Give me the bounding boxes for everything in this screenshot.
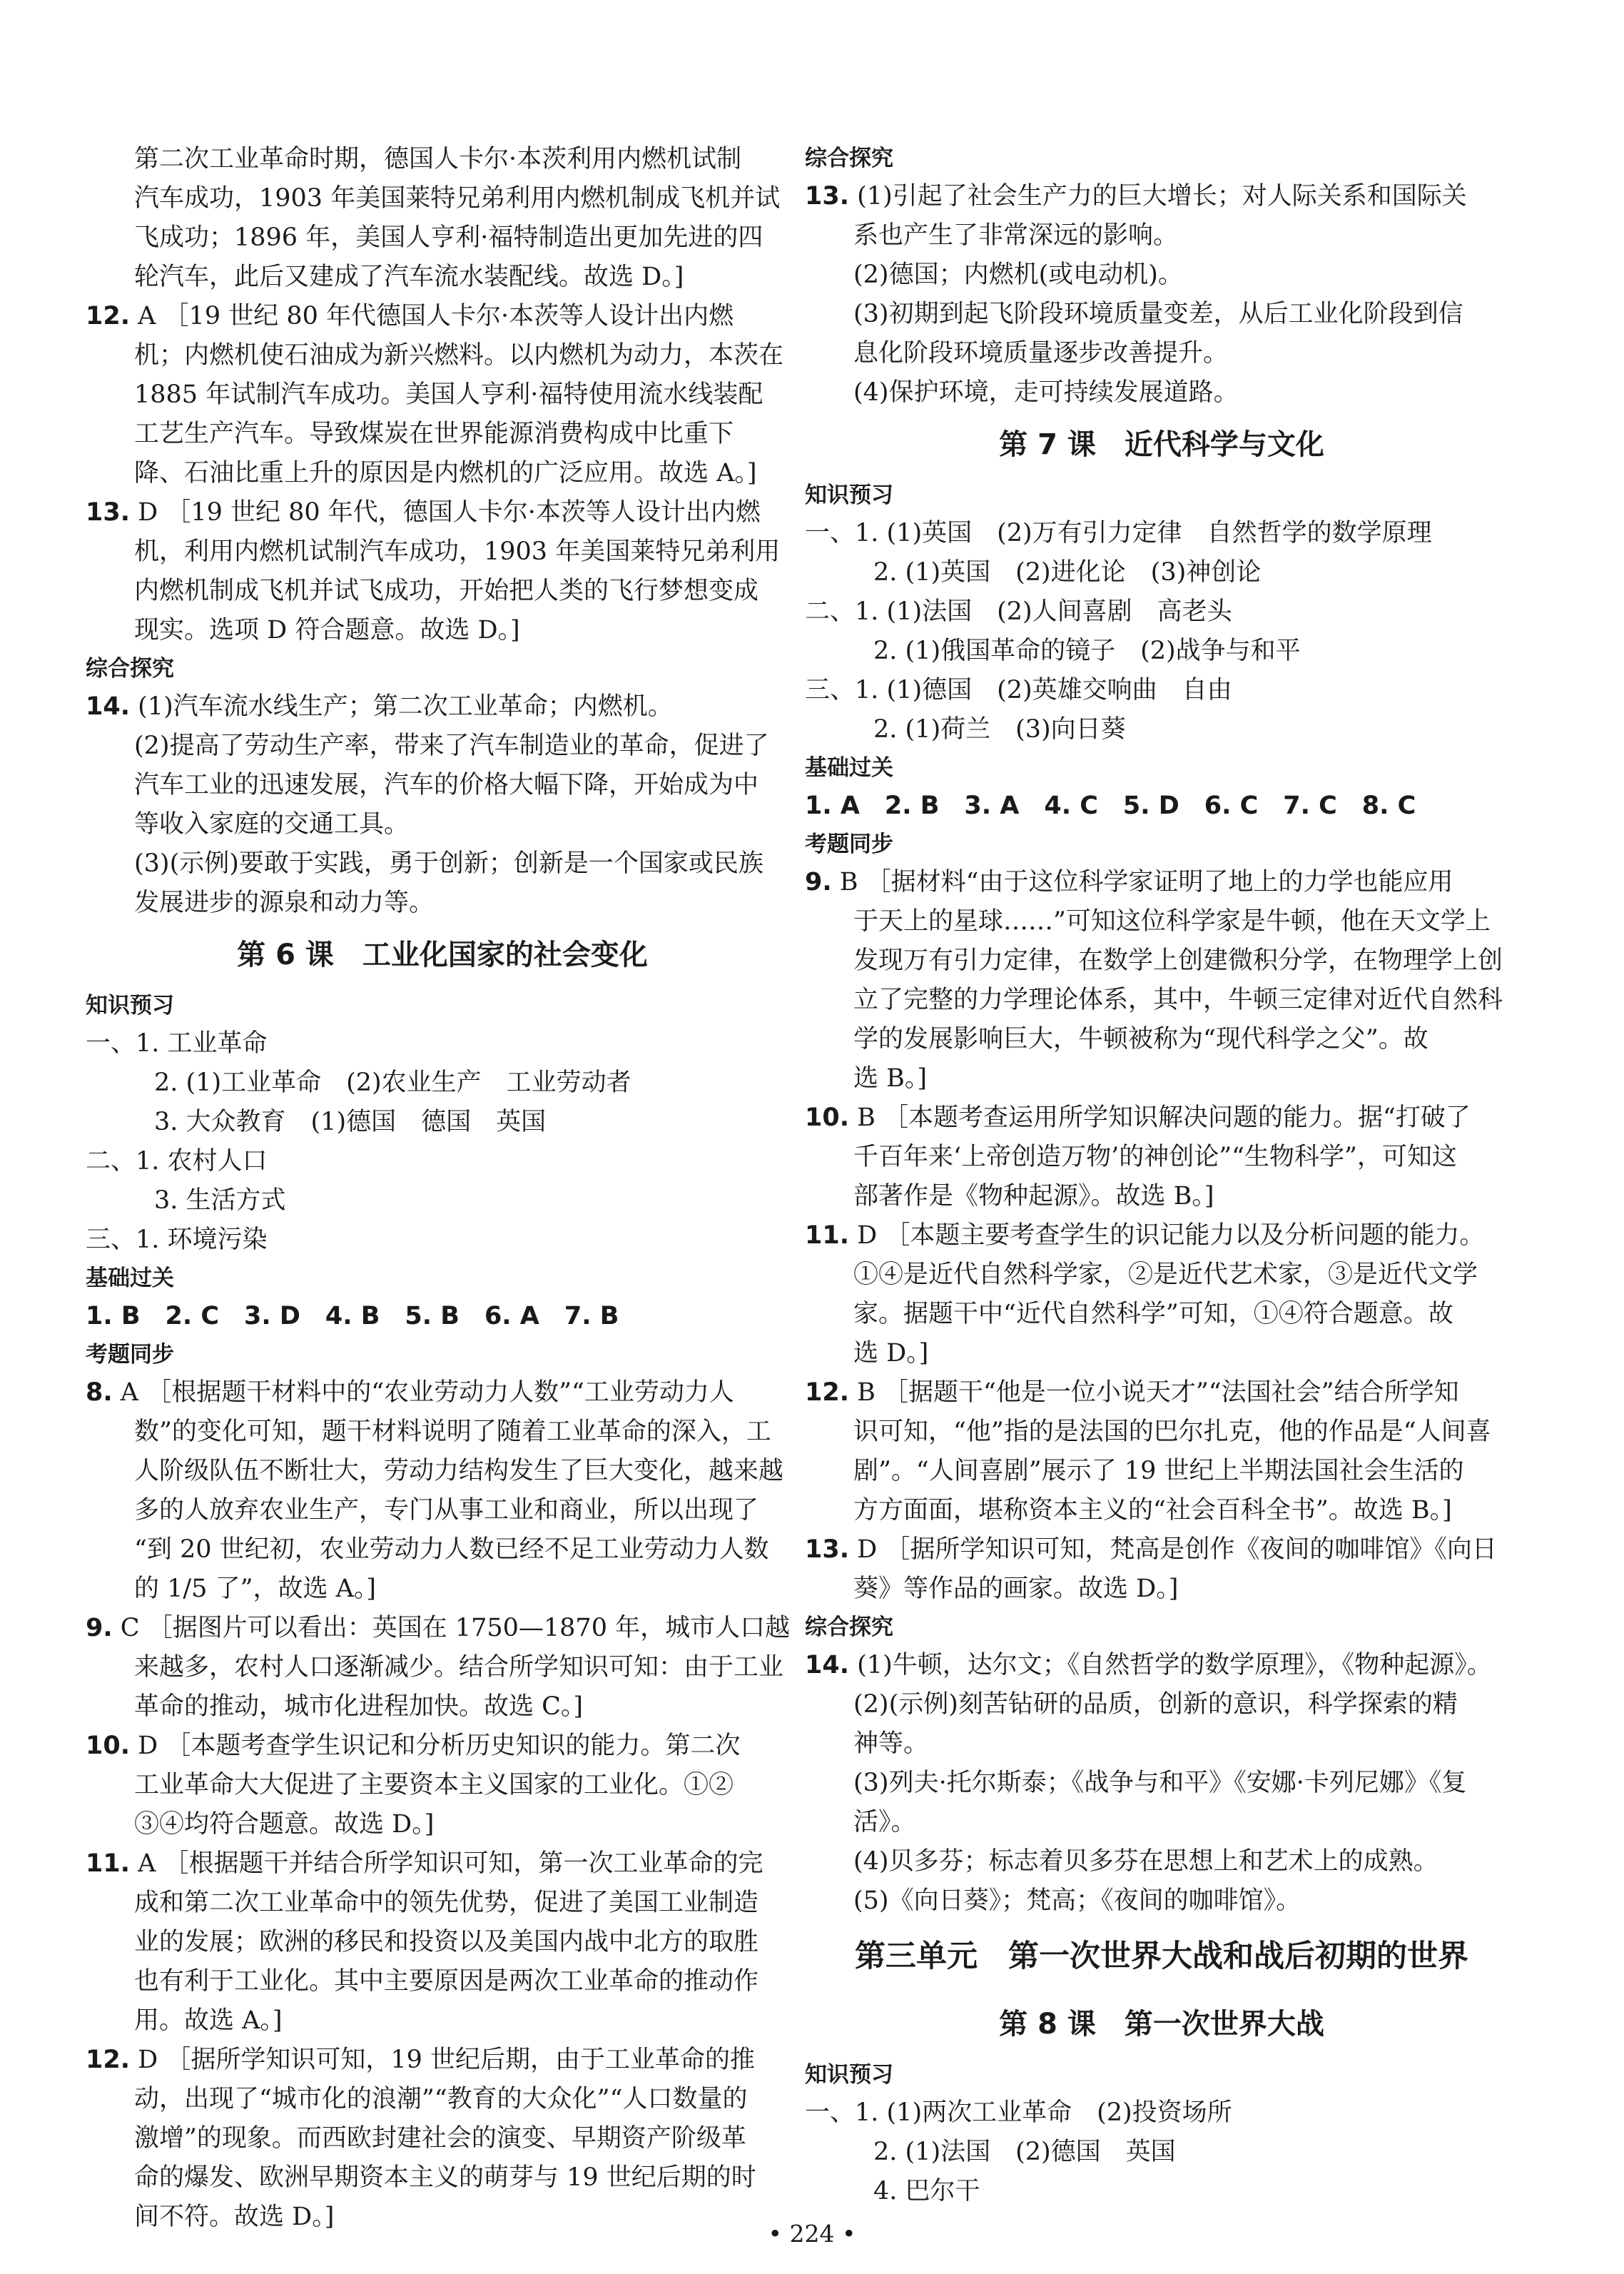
- answer-10: [805, 1098, 1518, 1216]
- text-line: 机，利用内燃机试制汽车成功，1903 年美国莱特兄弟利用: [134, 537, 781, 566]
- preview-item: 2. (1)俄国革命的镜子 (2)战争与和平: [873, 637, 1301, 665]
- preview-item: 3. 生活方式: [154, 1186, 286, 1215]
- answer-13: [86, 493, 799, 650]
- text-line: ①④是近代自然科学家，②是近代艺术家，③是近代文学: [853, 1260, 1478, 1289]
- preview-item: 3. 大众教育 (1)德国 德国 英国: [154, 1108, 547, 1136]
- lesson-title: 第 6 课 工业化国家的社会变化: [237, 939, 648, 971]
- text-line: B ［据材料“由于这位科学家证明了地上的力学也能应用: [839, 868, 1453, 896]
- text-line: 家。据题干中“近代自然科学”可知，①④符合题意。故: [853, 1300, 1453, 1328]
- text-line: 数”的变化可知，题干材料说明了随着工业革命的深入，工: [134, 1418, 771, 1446]
- preview-list: [805, 514, 1518, 749]
- answer-14: [86, 687, 799, 923]
- text-line: 业的发展；欧洲的移民和投资以及美国内战中北方的取胜: [134, 1928, 759, 1956]
- question-number: 10.: [805, 1103, 850, 1132]
- text-line: 选 B。]: [853, 1064, 928, 1093]
- text-line: (4)保护环境，走可持续发展道路。: [853, 378, 1239, 407]
- preview-item: 2. (1)英国 (2)进化论 (3)神创论: [873, 558, 1262, 587]
- question-number: 11.: [805, 1221, 850, 1250]
- text-line: “到 20 世纪初，农业劳动力人数已经不足工业劳动力人数: [134, 1535, 769, 1564]
- basic-answers: 1. A 2. B 3. A 4. C 5. D 6. C 7. C 8. C: [805, 792, 1416, 820]
- preview-item: 一、1. (1)两次工业革命 (2)投资场所: [805, 2098, 1232, 2127]
- left-column: [86, 140, 799, 2237]
- answer-12: [805, 1373, 1518, 1530]
- text-line: 方方面面，堪称资本主义的“社会百科全书”。故选 B。]: [853, 1496, 1452, 1525]
- text-line: 降、石油比重上升的原因是内燃机的广泛应用。故选 A。]: [134, 459, 757, 487]
- text-line: A ［根据题干并结合所学知识可知，第一次工业革命的完: [138, 1849, 763, 1878]
- text-line: 选 D。]: [853, 1339, 929, 1368]
- answer-10: [86, 1727, 799, 1844]
- text-line: 1885 年试制汽车成功。美国人亨利·福特使用流水线装配: [134, 380, 763, 409]
- preview-item: 三、1. 环境污染: [86, 1226, 268, 1254]
- section-heading: 知识预习: [805, 2062, 893, 2088]
- question-number: 12.: [86, 2046, 131, 2074]
- text-line: 葵》等作品的画家。故选 D。]: [853, 1575, 1179, 1603]
- preview-item: 二、1. 农村人口: [86, 1147, 268, 1176]
- text-line: 等收入家庭的交通工具。: [134, 810, 410, 839]
- text-line: 动，出现了“城市化的浪潮”“教育的大众化”“人口数量的: [134, 2085, 748, 2113]
- section-heading: 基础过关: [805, 755, 893, 781]
- text-line: (2)(示例)刻苦钻研的品质，创新的意识，科学探索的精: [853, 1690, 1458, 1719]
- unit-title: 第三单元 第一次世界大战和战后初期的世界: [855, 1939, 1468, 1974]
- page-number: • 224 •: [768, 2220, 856, 2248]
- answer-9: [86, 1609, 799, 1727]
- text-line: 发展进步的源泉和动力等。: [134, 889, 435, 917]
- text-line: 的 1/5 了”，故选 A。]: [134, 1575, 377, 1603]
- answer-12-b: [86, 2041, 799, 2237]
- text-line: 内燃机制成飞机并试飞成功，开始把人类的飞行梦想变成: [134, 577, 759, 605]
- answer-9: [805, 863, 1518, 1098]
- answer-13-b: [805, 1530, 1518, 1609]
- text-line: C ［据图片可以看出：英国在 1750—1870 年，城市人口越: [120, 1614, 791, 1642]
- text-line: 部著作是《物种起源》。故选 B。]: [853, 1182, 1214, 1211]
- text-line: (5)《向日葵》；梵高；《夜间的咖啡馆》。: [853, 1886, 1301, 1915]
- question-number: 9.: [805, 868, 832, 896]
- text-line: D ［19 世纪 80 年代，德国人卡尔·本茨等人设计出内燃: [138, 498, 761, 527]
- text-line: 神等。: [853, 1729, 929, 1758]
- answer-12: [86, 297, 799, 493]
- text-line: (3)初期到起飞阶段环境质量变差，从后工业化阶段到信: [853, 300, 1463, 328]
- preview-item: 二、1. (1)法国 (2)人间喜剧 高老头: [805, 597, 1232, 626]
- question-number: 14.: [805, 1651, 850, 1679]
- text-line: 活》。: [853, 1808, 916, 1836]
- text-line: A ［根据题干材料中的“农业劳动力人数”“工业劳动力人: [120, 1378, 734, 1407]
- answer-11: [805, 1216, 1518, 1373]
- section-heading: 综合探究: [86, 656, 174, 682]
- section-heading: 基础过关: [86, 1265, 174, 1291]
- text-line: 轮汽车，此后又建成了汽车流水装配线。故选 D。]: [134, 263, 684, 291]
- text-line: (2)德国；内燃机(或电动机)。: [853, 261, 1183, 289]
- preview-item: 三、1. (1)德国 (2)英雄交响曲 自由: [805, 676, 1232, 704]
- lesson-title: 第 8 课 第一次世界大战: [999, 2008, 1324, 2041]
- question-number: 13.: [805, 182, 850, 211]
- text-line: 息化阶段环境质量逐步改善提升。: [853, 339, 1229, 368]
- text-line: 千百年来‘上帝创造万物’的神创论”“生物科学”，可知这: [853, 1143, 1457, 1171]
- preview-item: 2. (1)工业革命 (2)农业生产 工业劳动者: [154, 1068, 631, 1097]
- text-line: 机；内燃机使石油成为新兴燃料。以内燃机为动力，本茨在: [134, 341, 784, 370]
- preview-item: 2. (1)荷兰 (3)向日葵: [873, 715, 1126, 744]
- text-line: 命的爆发、欧洲早期资本主义的萌芽与 19 世纪后期的时: [134, 2163, 756, 2192]
- preview-item: 4. 巴尔干: [873, 2177, 980, 2205]
- question-number: 13.: [805, 1535, 850, 1564]
- question-number: 12.: [86, 302, 131, 330]
- text-line: 系也产生了非常深远的影响。: [853, 221, 1179, 250]
- text-line: B ［据题干“他是一位小说天才”“法国社会”结合所学知: [857, 1378, 1459, 1407]
- text-line: 人阶级队伍不断壮大，劳动力结构发生了巨大变化，越来越: [134, 1457, 784, 1485]
- preview-item: 一、1. 工业革命: [86, 1029, 268, 1058]
- text-line: 激增”的现象。而西欧封建社会的演变、早期资产阶级革: [134, 2124, 746, 2153]
- question-number: 12.: [805, 1378, 850, 1407]
- text-line: 第二次工业革命时期，德国人卡尔·本茨利用内燃机试制: [134, 145, 742, 173]
- question-number: 9.: [86, 1614, 113, 1642]
- preview-list: [86, 1024, 799, 1260]
- text-line: 于天上的星球……”可知这位科学家是牛顿，他在天文学上: [853, 907, 1491, 936]
- text-line: (1)汽车流水线生产；第二次工业革命；内燃机。: [138, 692, 673, 721]
- question-number: 11.: [86, 1849, 131, 1878]
- section-heading: 考题同步: [805, 832, 893, 857]
- text-line: 汽车成功，1903 年美国莱特兄弟利用内燃机制成飞机并试: [134, 184, 781, 213]
- text-line: 工业革命大大促进了主要资本主义国家的工业化。①②: [134, 1771, 734, 1799]
- section-heading: 知识预习: [805, 482, 893, 508]
- text-line: 发现万有引力定律，在数学上创建微积分学，在物理学上创: [853, 946, 1503, 975]
- preview-list: [805, 2093, 1518, 2211]
- text-line: 用。故选 A。]: [134, 2006, 283, 2035]
- text-line: 立了完整的力学理论体系，其中，牛顿三定律对近代自然科: [853, 986, 1503, 1014]
- section-heading: 综合探究: [805, 1614, 893, 1640]
- text-line: 多的人放弃农业生产，专门从事工业和商业，所以出现了: [134, 1496, 759, 1525]
- answer-14: [805, 1646, 1518, 1921]
- preview-item: 一、1. (1)英国 (2)万有引力定律 自然哲学的数学原理: [805, 519, 1432, 547]
- section-heading: 考题同步: [86, 1342, 174, 1368]
- text-line: 也有利于工业化。其中主要原因是两次工业革命的推动作: [134, 1967, 759, 1996]
- text-line: (1)引起了社会生产力的巨大增长；对人际关系和国际关: [857, 182, 1467, 211]
- text-line: 间不符。故选 D。]: [134, 2203, 335, 2231]
- section-heading: 综合探究: [805, 146, 893, 171]
- text-line: 工艺生产汽车。导致煤炭在世界能源消费构成中比重下: [134, 420, 734, 448]
- text-line: 识可知，“他”指的是法国的巴尔扎克，他的作品是“人间喜: [853, 1418, 1491, 1446]
- text-line: 成和第二次工业革命中的领先优势，促进了美国工业制造: [134, 1889, 759, 1917]
- text-line: D ［据所学知识可知，19 世纪后期，由于工业革命的推: [138, 2046, 756, 2074]
- text-line: (4)贝多芬；标志着贝多芬在思想上和艺术上的成熟。: [853, 1847, 1438, 1876]
- answer-13: [805, 177, 1518, 413]
- question-number: 14.: [86, 692, 131, 721]
- text-line: D ［本题主要考查学生的识记能力以及分析问题的能力。: [857, 1221, 1485, 1250]
- section-heading: 知识预习: [86, 993, 174, 1019]
- text-line: D ［本题考查学生识记和分析历史知识的能力。第二次: [138, 1732, 741, 1760]
- text-line: A ［19 世纪 80 年代德国人卡尔·本茨等人设计出内燃: [138, 302, 734, 330]
- question-number: 13.: [86, 498, 131, 527]
- answer-11: [86, 1844, 799, 2041]
- text-line: B ［本题考查运用所学知识解决问题的能力。据“打破了: [857, 1103, 1471, 1132]
- text-line: 来越多，农村人口逐渐减少。结合所学知识可知：由于工业: [134, 1653, 784, 1682]
- text-line: 现实。选项 D 符合题意。故选 D。]: [134, 616, 520, 645]
- text-line: ③④均符合题意。故选 D。]: [134, 1810, 435, 1839]
- lesson-title: 第 7 课 近代科学与文化: [999, 428, 1324, 461]
- text-line: (2)提高了劳动生产率，带来了汽车制造业的革命，促进了: [134, 732, 769, 760]
- question-number: 8.: [86, 1378, 113, 1407]
- text-line: 革命的推动，城市化进程加快。故选 C。]: [134, 1692, 584, 1721]
- text-line: 学的发展影响巨大，牛顿被称为“现代科学之父”。故: [853, 1025, 1428, 1053]
- text-line: (3)列夫·托尔斯泰；《战争与和平》《安娜·卡列尼娜》《复: [853, 1769, 1467, 1797]
- answer-11-continuation: [86, 140, 799, 297]
- answer-8: [86, 1373, 799, 1609]
- preview-item: 2. (1)法国 (2)德国 英国: [873, 2138, 1176, 2166]
- basic-answers: 1. B 2. C 3. D 4. B 5. B 6. A 7. B: [86, 1302, 619, 1330]
- text-line: (3)(示例)要敢于实践，勇于创新；创新是一个国家或民族: [134, 849, 763, 878]
- right-column: [805, 140, 1518, 2211]
- text-line: 汽车工业的迅速发展，汽车的价格大幅下降，开始成为中: [134, 771, 759, 799]
- text-line: D ［据所学知识可知，梵高是创作《夜间的咖啡馆》《向日: [857, 1535, 1497, 1564]
- text-line: 剧”。“人间喜剧”展示了 19 世纪上半期法国社会生活的: [853, 1457, 1464, 1485]
- text-line: 飞成功；1896 年，美国人亨利·福特制造出更加先进的四: [134, 223, 763, 252]
- question-number: 10.: [86, 1732, 131, 1760]
- text-line: (1)牛顿，达尔文；《自然哲学的数学原理》，《物种起源》。: [857, 1651, 1492, 1679]
